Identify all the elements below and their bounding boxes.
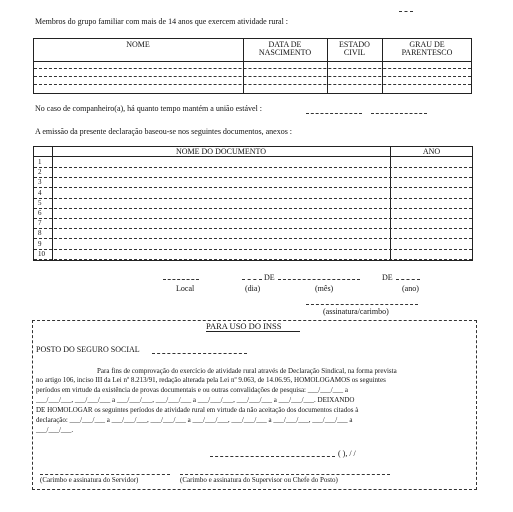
family-row-line[interactable] [34,76,471,77]
header-data-nascimento: DATA DE NASCIMENTO [258,40,312,57]
de-label-2: DE [382,273,393,282]
document-row-line[interactable] [34,167,472,168]
documents-intro: A emissão da presente declaração baseou-se nos seguintes documentos, anexos : [35,127,293,136]
inss-paragraph-line-5: DE HOMOLOGAR os seguintes períodos de atividade rural em virtude da não aceitação dos documentos citados à [36,406,359,414]
de-label-1: DE [264,273,275,282]
document-row-line[interactable] [34,259,472,260]
inss-paragraph-line-3: períodos em virtude da existência de provas documentais e ou outras convalidações de pesquisa: ___/___/___ a [36,386,348,394]
document-row-line[interactable] [34,238,472,239]
document-row-number: 2 [38,168,42,176]
header-nome-documento: NOME DO DOCUMENTO [175,147,267,156]
partnership-answer-field[interactable] [371,113,427,114]
posto-label: POSTO DO SEGURO SOCIAL [36,345,140,354]
document-row-number: 9 [38,240,42,248]
document-row-number: 4 [38,189,42,197]
document-row-line[interactable] [34,228,472,229]
stamp-server-label: (Carimbo e assinatura do Servidor) [40,476,139,484]
server-signature-field[interactable] [40,474,170,475]
inss-paragraph-line-2: no artigo 106, inciso III da Lei nº 8.213/91, redação alterada pela Lei nº 9.063, de 14.06.95, HOMOLOGAMOS os seguintes [36,376,386,384]
document-row-number: 7 [38,219,42,227]
document-row-line[interactable] [34,198,472,199]
inss-paragraph-line-4: ___/___/___, ___/___/___ a ___/___/___, ___/___/___ a ___/___/___, ___/___/___ a ___/___/___. DEIXANDO [36,396,355,404]
family-intro: Membros do grupo familiar com mais de 14 anos que exercem atividade rural : [35,17,289,26]
document-row-line[interactable] [34,218,472,219]
document-row-number: 3 [38,178,42,186]
document-row-number: 5 [38,199,42,207]
year-field[interactable] [396,279,420,280]
inss-title-underline [206,331,300,332]
document-row-line[interactable] [34,249,472,250]
mes-label: (mês) [315,284,334,293]
document-row-number: 6 [38,209,42,217]
local-field[interactable] [163,279,199,280]
signature-label: (assinatura/carimbo) [323,307,389,316]
documents-table [33,146,473,261]
documents-year-divider [390,146,391,261]
family-row-line[interactable] [34,68,471,69]
partnership-question: No caso de companheiro(a), há quanto tempo mantém a união estável : [35,104,263,113]
stamp-supervisor-label: (Carimbo e assinatura do Supervisor ou Chefe do Posto) [180,476,338,484]
document-row-line[interactable] [34,208,472,209]
document-row-number: 8 [38,229,42,237]
document-row-line[interactable] [34,187,472,188]
document-row-number: 10 [38,250,45,258]
documents-header-divider [33,156,473,157]
documents-num-divider [52,146,53,261]
day-field[interactable] [242,279,262,280]
local-label: Local [176,284,195,293]
inss-date-line: ( ), / / [338,449,356,458]
signature-field[interactable] [306,304,418,305]
document-row-line[interactable] [34,177,472,178]
corner-mark [399,11,413,12]
inss-paragraph-line-7: ___/___/___. [36,426,74,434]
header-ano: ANO [422,147,441,156]
inss-paragraph-line-1: Para fins de comprovação do exercício de atividade rural através de Declaração Sindical, na forma prevista [97,367,397,375]
document-row-number: 1 [38,158,42,166]
header-grau-parentesco: GRAU DE PARENTESCO [401,40,453,57]
header-estado-civil: ESTADO CIVIL [339,40,370,57]
inss-title: PARA USO DO INSS [206,321,282,331]
partnership-answer-field[interactable] [306,113,362,114]
inss-paragraph-line-6: declaração: ___/___/___ a ___/___/___, ___/___/___ a ___/___/___, ___/___/___ a ___/___/___, ___/___/___ a [36,416,353,424]
month-field[interactable] [278,279,360,280]
dia-label: (dia) [245,284,261,293]
family-row-line[interactable] [34,84,471,85]
inss-place-field[interactable] [210,456,335,457]
header-nome: NOME [126,40,150,49]
family-table-header-divider [33,61,472,62]
posto-field[interactable] [152,353,247,354]
ano-label: (ano) [402,284,419,293]
supervisor-signature-field[interactable] [180,474,390,475]
